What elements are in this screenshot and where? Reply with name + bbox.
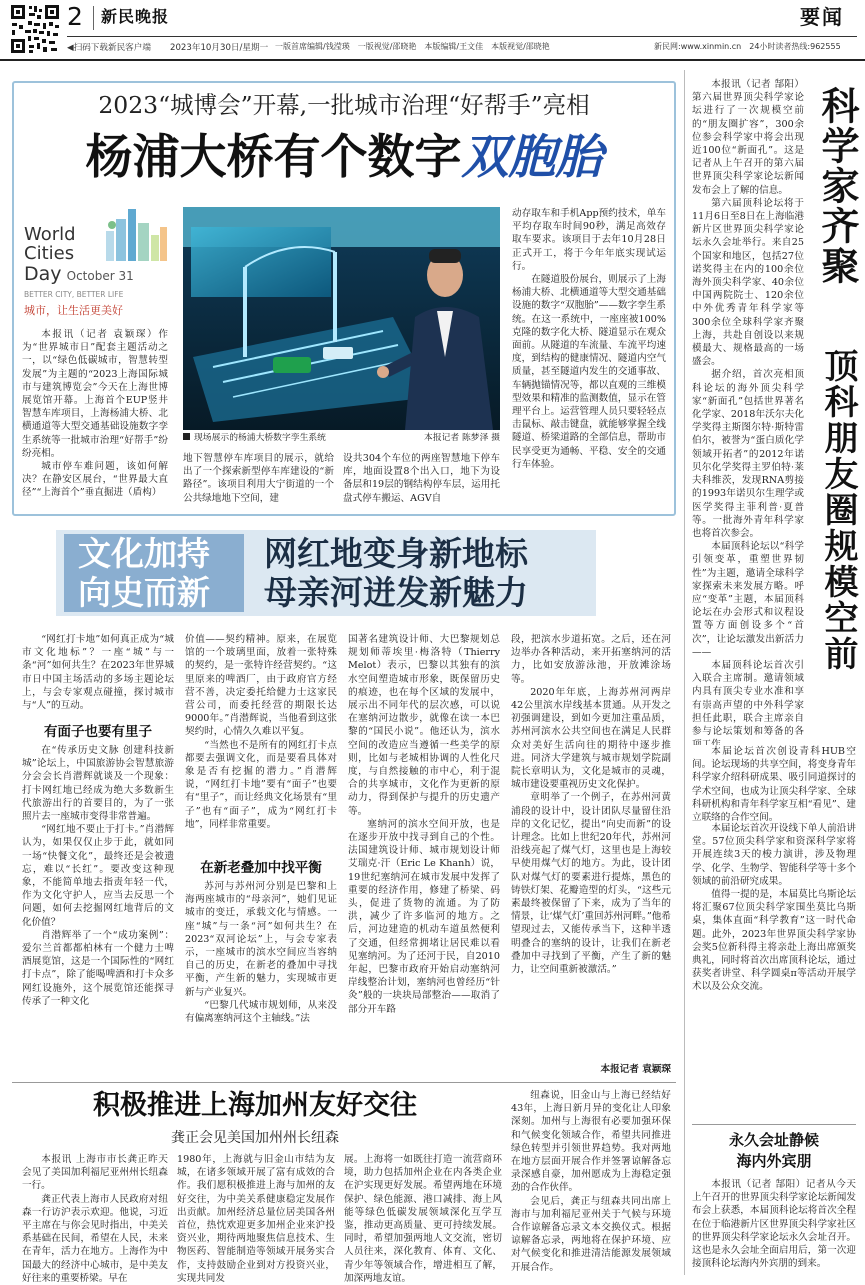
science-p2: 第六届顶科论坛将于11月6日至8日在上海临港新片区世界顶尖科学家论坛永久会址举行。来自25个国家和地区，包括27位诺奖得主在内的100余位海外顶尖科学家、40余位中国两院院士、120余位中外优秀青年科学家等300余位全球科学家齐聚上海，共赴自创设以来规模最大、规格最高的一场盛会。 — [692, 197, 804, 368]
masthead-divider — [93, 6, 94, 30]
culture-col4-p3: 章明举了一个例子，在苏州河黄浦段的设计中，设计团队尽量留住沿岸的文化记忆，提出“向史而新”的设计理念。比如上世纪20年代，苏州河沿线亮起了煤气灯，这里也是上海较早使用煤气灯的地方。为此，设计团队对煤气灯的要素进行提炼，黑色的铸铁灯架、花瓣造型的灯头，“这些元素最终被保留了下来，成为了当年的情景，让‘煤气灯’重回苏州河畔。”他希望现过去，又能传承当下，这种半透明叠合的塞纳的设计，让我们在新老叠加中寻找到了平衡，产生了新的魅力，让空间重新被激活。” — [511, 792, 671, 976]
banner-left-line2: 向史而新 — [78, 573, 210, 612]
logo-date: October 31 — [66, 269, 134, 283]
science-body — [692, 78, 804, 820]
lead-col2 — [183, 452, 334, 512]
culture-col3-p2: 塞纳河的滨水空间开放，也是在逐步开放中找寻到自己的个性。法国建筑设计师、城市规划设计师艾瑞克·汗（Eric Le Khanh）说，19世纪塞纳河在城市发展中发挥了重要的经济作用，修建了桥梁、码头，促进了货物的流通。为了防洪，减少了许多临河的地方。之后，河边建造的机动车道虽然便利了交通，但经常拥堵让居民难以看见塞纳河。为了还河于民，自2010年起，巴黎市政府开始启动塞纳河岸线整治计划，塞纳河也曾经历“针灸”般的一块块局部整治——取消了部分开车路 — [348, 818, 500, 1015]
california-col1-p2: 龚正代表上海市人民政府对纽森一行访沪表示欢迎。他说，习近平主席在与你会见时指出，中美关系基础在民间，希望在人民，未来在青年，活力在地方。上海作为中国最大的经济中心城市，是中美友好往来的重要桥梁。早在 — [22, 1193, 168, 1284]
california-subhead: 龚正会见美国加州州长纽森 — [171, 1130, 339, 1146]
lead-col4-p2: 在隧道股份展台，则展示了上海杨浦大桥、北横通道等大型交通基础设施的数字“双胞胎”——数字孪生系统。在这一系统中，一座座被100%克隆的数字化大桥、隧道显示在观众面前。从隧道的车流量、车流平均速度，到结构的健康情况、隧道内空气质量，甚至隧道内发生的交通事故、车辆抛锚情况等，都以直观的三维模型效果和精准的监测数值，显示在管理平台上。运营管理人员只要轻轻点击鼠标、敲击键盘，就能够掌握全线隧道、桥梁道路的全部信息，帮助市民享受更为通畅、平稳、安全的交通行车体验。 — [512, 274, 666, 470]
culture-col4 — [511, 633, 671, 1063]
culture-banner — [56, 530, 596, 616]
science-column-rule — [684, 70, 685, 1275]
logo-day — [24, 263, 134, 287]
culture-col4-p1: 段，把滨水步道拓宽。之后，还在河边举办各种活动，来开拓塞纳河的活力，比如安放游泳池，开放滩涂场等。 — [511, 634, 671, 685]
california-col3-p1: 展。上海将一如既往打造一流营商环境，助力包括加州企业在内各类企业在沪实现更好发展。希望两地在环境保护、绿色能源、港口减排、海上风能等绿色低碳发展领域深化互学互鉴，推动更高质量、更可持续发展。同时，希望加强两地人文交流，密切人员往来，深化教育、体育、文化、青少年等领域合作，增进相互了解，加深两地友谊。 — [344, 1154, 502, 1284]
culture-col2-p3: 苏河与苏州河分别是巴黎和上海两座城市的“母亲河”，她们见证城市的变迁，承载文化与情感。一座“城”与一条“河”如何共生？在2023“双河论坛”上，与会专家表示，一座城市的滨水空间应当容纳自己的历史，在新老的叠加中寻找平衡，产生新的魅力，实现城市更新与产业复兴。 — [185, 881, 337, 998]
logo-cities: Cities — [24, 243, 75, 264]
culture-subhead-1: 有面子也要有里子 — [44, 724, 152, 740]
permanent-headline-line1: 永久会址静候 — [728, 1131, 819, 1149]
science-p6: 本届论坛首次创设青科HUB空间。论坛现场的共享空间，将变身青年科学家介绍科研成果、吸引同道探讨的学术空间，也成为让顶尖科学家、全球科研机构和青年科学家互相“看见”、建立联络的合作空间。 — [692, 746, 856, 824]
culture-col1-body — [22, 744, 174, 1079]
culture-col2-p2: “当然也不是所有的网红打卡点都要去强调文化，而是要看具体对象是否有挖掘的潜力。”肖潜辉说，“网红打卡地”要有“面子”也要有“里子”，而让经典文化场景有“里子”也有“面子”，成为“网红打卡地”，同样非常重要。 — [185, 739, 337, 830]
lead-col1-p2: 城市停车难问题，该如何解决？在静安区展台，“世界最大直径”“上海首个”垂直掘进（盾构） — [22, 461, 168, 499]
page-number: 2 — [67, 2, 83, 31]
lead-photo — [183, 207, 500, 430]
masthead-rule — [67, 36, 857, 37]
california-col4 — [511, 1089, 671, 1278]
lead-col3-p1: 设共304个车位的两座智慧地下停车库，地面设置8个出入口，地下为设备层和19层的钢结构停车层，运用托盘式停车搬运、AGV自 — [343, 453, 500, 504]
culture-col2-p1: 价值——契约精神。原来，在展览馆的一个玻璃里面，放着一张特殊的契约，是一张特许经营契约。“这里原来的啤酒厂，由于政府官方经营不善，决定委托给健力士这家民营公司，而委托经营的期限长达9000年。”肖潜辉说，当他看到这张契约时，心情久久难以平复。 — [185, 634, 337, 738]
california-col3 — [344, 1153, 502, 1284]
science-p4: 本届顶科论坛以“科学引领变革，重塑世界韧性”为主题，邀请全球科学家探索未来发展方略。呼应“变革”主题，本届顶科论坛在办会形式和议程设置等方面创设多个“首次”，让论坛激发出新活力—— — [692, 541, 804, 658]
permanent-headline-line2: 海内外宾朋 — [736, 1152, 812, 1170]
caption-square-icon — [183, 433, 190, 440]
california-col1 — [22, 1153, 168, 1284]
digital-twin-illustration — [183, 207, 500, 430]
photo-credit: 本报记者 陈梦泽 摄 — [424, 433, 500, 443]
science-headline-part1: 科学家齐聚 — [815, 86, 859, 286]
lead-headline — [12, 127, 676, 189]
culture-col4-p2: 2020年年底，上海苏州河两岸42公里滨水岸线基本贯通。从开发之初强调建设，到如今更加注重品质，苏州河滨水公共空间也在满足人民群众对美好生活向往的期待中逐步推进。同济大学建筑与城市规划学院副院长章明认为，文化是城市的灵魂，城市建设要重视历史文化保护。 — [511, 686, 671, 791]
california-col2 — [177, 1153, 335, 1284]
culture-byline: 本报记者 袁颖琛 — [600, 1064, 671, 1075]
logo-slogan-cn: 城市，让生活更美好 — [24, 304, 123, 317]
lead-headline-main: 杨浦大桥有个数字 — [85, 130, 462, 185]
culture-col1-p1: 在“传承历史文脉 创建科技新城”论坛上，中国旅游协会智慧旅游分会会长肖潜辉就谈及一个现象：打卡网红地已经成为绝大多数新生代旅游出行的首要目的，为了一张照片去一座城市变得非常普遍。 — [22, 745, 174, 823]
culture-subhead-2: 在新老叠加中找平衡 — [200, 860, 322, 876]
science-p8: 值得一提的是，本届莫比乌斯论坛将汇聚67位顶尖科学家围坐莫比乌斯桌，集体直面“科学教育”这一时代命题。此外，2023年世界顶尖科学家协会奖5位新科得主将亲赴上海出席颁奖典礼，同时将首次出席顶科论坛，通过获奖者讲堂、科学圆桌π等活动开展学术以及公众交流。 — [692, 889, 856, 993]
lead-headline-emphasis: 双胞胎 — [461, 130, 603, 185]
banner-right-line2: 母亲河迸发新魅力 — [264, 573, 528, 612]
california-col4-p2: 会见后，龚正与纽森共同出席上海市与加利福尼亚州关于气候与环境合作谅解备忘录文本交换仪式。根据谅解备忘录，两地将在保护环境、应对气候变化和推进清洁能源发展领域开展合作。 — [511, 1195, 671, 1273]
lead-col1 — [22, 328, 168, 512]
california-rule — [12, 1082, 676, 1083]
website-line: 新民网:www.xinmin.cn 24小时读者热线:962555 — [654, 42, 841, 51]
science-p7-block-visible — [692, 822, 856, 993]
editors-line: 一版首席编辑/钱滢瑛 一版视觉/邵晓艳 本版编辑/王文佳 本版视觉/邵晓艳 — [275, 42, 550, 51]
culture-intro: “网红打卡地”如何真正成为“城市文化地标”？一座“城”与一条“河”如何共生？在2023年世界城市日中国主场活动的多场主题论坛上，与会专家观点碰撞，探讨城市与“人”的互动。 — [22, 634, 174, 712]
culture-col2-p4: “巴黎几代城市规划师，从来没有偏离塞纳河这个主轴线。”法 — [185, 999, 337, 1025]
photo-caption: 现场展示的杨浦大桥数字孪生系统 — [194, 433, 326, 443]
science-lower-block — [692, 745, 856, 824]
culture-col2-bottom — [185, 880, 337, 1078]
science-p7: 本届论坛首次开设线下单人前沿讲堂。57位顶尖科学家和资深科学家将开展连续3天的梭力演讲，涉及物理学、化学、生物学、智能科学等十多个领域的前沿研究成果。 — [692, 823, 856, 887]
science-headline — [810, 86, 860, 786]
world-cities-day-logo — [22, 205, 172, 320]
lead-kicker: 2023“城博会”开幕,一批城市治理“好帮手”亮相 — [98, 91, 590, 119]
science-p5: 本届顶科论坛首次引入联合主席制。邀请领域内具有顶尖专业水准和享有崇高声望的中外科学家担任此职，联合主席亲自参与论坛策划和筹备的各 — [692, 659, 804, 737]
lead-col1-p1: 本报讯（记者 袁颖琛）作为“世界城市日”配套主题活动之一，以“绿色低碳城市，智慧转型发展”为主题的“2023上海国际城市与建筑博览会”今天在上海世博展览馆开幕。上海首个EUP竖井智慧车库项目，上海杨浦大桥、北横通道等大型交通基础设施数字孪生系统等一批城市治理“好帮手”纷纷亮相。 — [22, 329, 168, 459]
logo-world: World — [24, 224, 76, 245]
permanent-rule — [692, 1124, 856, 1125]
culture-col3 — [348, 633, 500, 1078]
california-headline: 积极推进上海加州友好交往 — [93, 1090, 417, 1121]
lead-col2-p1: 地下智慧停车库项目的展示，就给出了一个探索新型停车库建设的“新路径”。该项目利用大宁街道的一个公共绿地地下空间，建 — [183, 453, 334, 504]
masthead-rule-bottom — [0, 59, 865, 61]
masthead — [0, 0, 865, 62]
qr-code-icon[interactable] — [9, 3, 61, 55]
permanent-body — [692, 1178, 856, 1276]
culture-col3-p1: 国著名建筑设计师、大巴黎规划总规划师蒂埃里·梅洛特（Thierry Melot）表示，巴黎以其独有的滨水空间塑造城市形象，既保留历史的痕迹，也在每个区域的发展中，展示出不同年代的层次感，可以说在塞纳河边散步，就像在读一本巴黎的“国民小说”。他还认为，滨水空间的改造应当遵循一些美学的原则，比如与老城相协调的人性化尺度，与自然接触的市中心，利于混合的共享城市，文化作为更新的原动力，得到保护与提升的历史遗产等。 — [348, 634, 500, 817]
california-col2-p1: 1980年，上海就与旧金山市结为友城，在诸多领域开展了富有成效的合作。我们愿积极推进上海与加州的友好交往，为中美关系健康稳定发展作出贡献。加州经济总量位居美国各州首位，热忱欢迎更多加州企业来沪投资兴业，期待两地聚焦信息技术、生物医药、智能制造等领域开展务实合作，支持鼓励企业到对方投资兴业，实现共同发 — [177, 1154, 335, 1284]
california-col4-p1: 纽森说，旧金山与上海已经结好43年，上海日新月异的变化让人印象深刻。加州与上海很有必要加强环保和气候变化领域合作，希望共同推进绿色转型并引领世界趋势。我对两地在地方层面开展合作并签署谅解备忘录深感自豪，加州愿成为上海稳定强劲的合作伙伴。 — [511, 1090, 671, 1194]
photo-caption-row — [183, 432, 500, 445]
qr-caption: ◀扫码下载新民客户端 — [67, 43, 151, 53]
lead-col3 — [343, 452, 500, 512]
culture-col2-top — [185, 633, 337, 857]
science-p1: 本报讯（记者 郜阳）第六届世界顶尖科学家论坛进行了一次规模空前的“朋友圈扩容”，300余位参会科学家中将会出现近100位“新面孔”。这是记者从上午召开的第六届世界顶尖科学家论坛新闻发布会上了解的信息。 — [692, 79, 804, 196]
science-headline-part2: 顶科朋友圈规模空前 — [818, 348, 858, 672]
permanent-headline — [692, 1130, 856, 1172]
date-line: 2023年10月30日/星期一 — [170, 43, 269, 53]
permanent-p1: 本报讯（记者 郜阳）记者从今天上午召开的世界顶尖科学家论坛新闻发布会上获悉，本届顶科论坛将首次全程在位于临港新片区世界顶尖科学家社区的世界顶尖科学家论坛永久会址召开。这也是永久会址全面启用后，第一次迎接顶科论坛海内外宾朋的到来。 — [692, 1179, 856, 1270]
lead-col4-p1: 动存取车和手机App预约技术，单车平均存取车时间90秒，满足高效存取车要求。该项目于去年10月28日正式开工，将于今年年底实现试运行。 — [512, 208, 666, 272]
city-skyline-icon — [100, 205, 170, 263]
logo-slogan-en: BETTER CITY, BETTER LIFE — [24, 290, 124, 299]
culture-col1-p2: “网红地不要止于打卡。”肖潜辉认为，如果仅仅止步于此，就如同一场“快餐文化”，最终还是会被遗忘，难以“长红”。要改变这种现象，不能简单地去指责年轻一代，作为文化守护人，应当去反思一个问题，如何去挖掘网红地背后的文化价值？ — [22, 824, 174, 928]
paper-name: 新民晚报 — [101, 7, 170, 26]
section-label: 要闻 — [800, 5, 844, 29]
culture-col1-intro — [22, 633, 174, 719]
culture-col1-p3: 肖潜辉举了一个“成功案例”：爱尔兰首都都柏林有一个健力士啤酒展览馆，这是一个国际性的“网红打卡点”，除了能喝啤酒和打卡众多网红设施外，这个展览馆还能探寻传承了一种文化 — [22, 929, 174, 1007]
banner-left-line1: 文化加持 — [78, 534, 210, 573]
logo-day-word: Day — [24, 263, 62, 285]
california-col1-p1: 本报讯 上海市市长龚正昨天会见了美国加利福尼亚州州长纽森一行。 — [22, 1154, 168, 1192]
lead-col4 — [512, 207, 666, 512]
science-p3: 据介绍，首次亮相顶科论坛的海外顶尖科学家“新面孔”包括世界著名化学家、2018年沃尔夫化学奖得主斯图尔特·斯特雷伯尔，被誉为“蛋白质化学领域开拓者”的2012年诺贝尔化学奖得主罗伯特·莱夫科维茨，发现RNA剪接的1993年诺贝尔生理学或医学奖得主菲利普·夏普等。一批海外青年科学家也将首次参会。 — [692, 369, 804, 539]
banner-right-line1: 网红地变身新地标 — [264, 534, 528, 573]
